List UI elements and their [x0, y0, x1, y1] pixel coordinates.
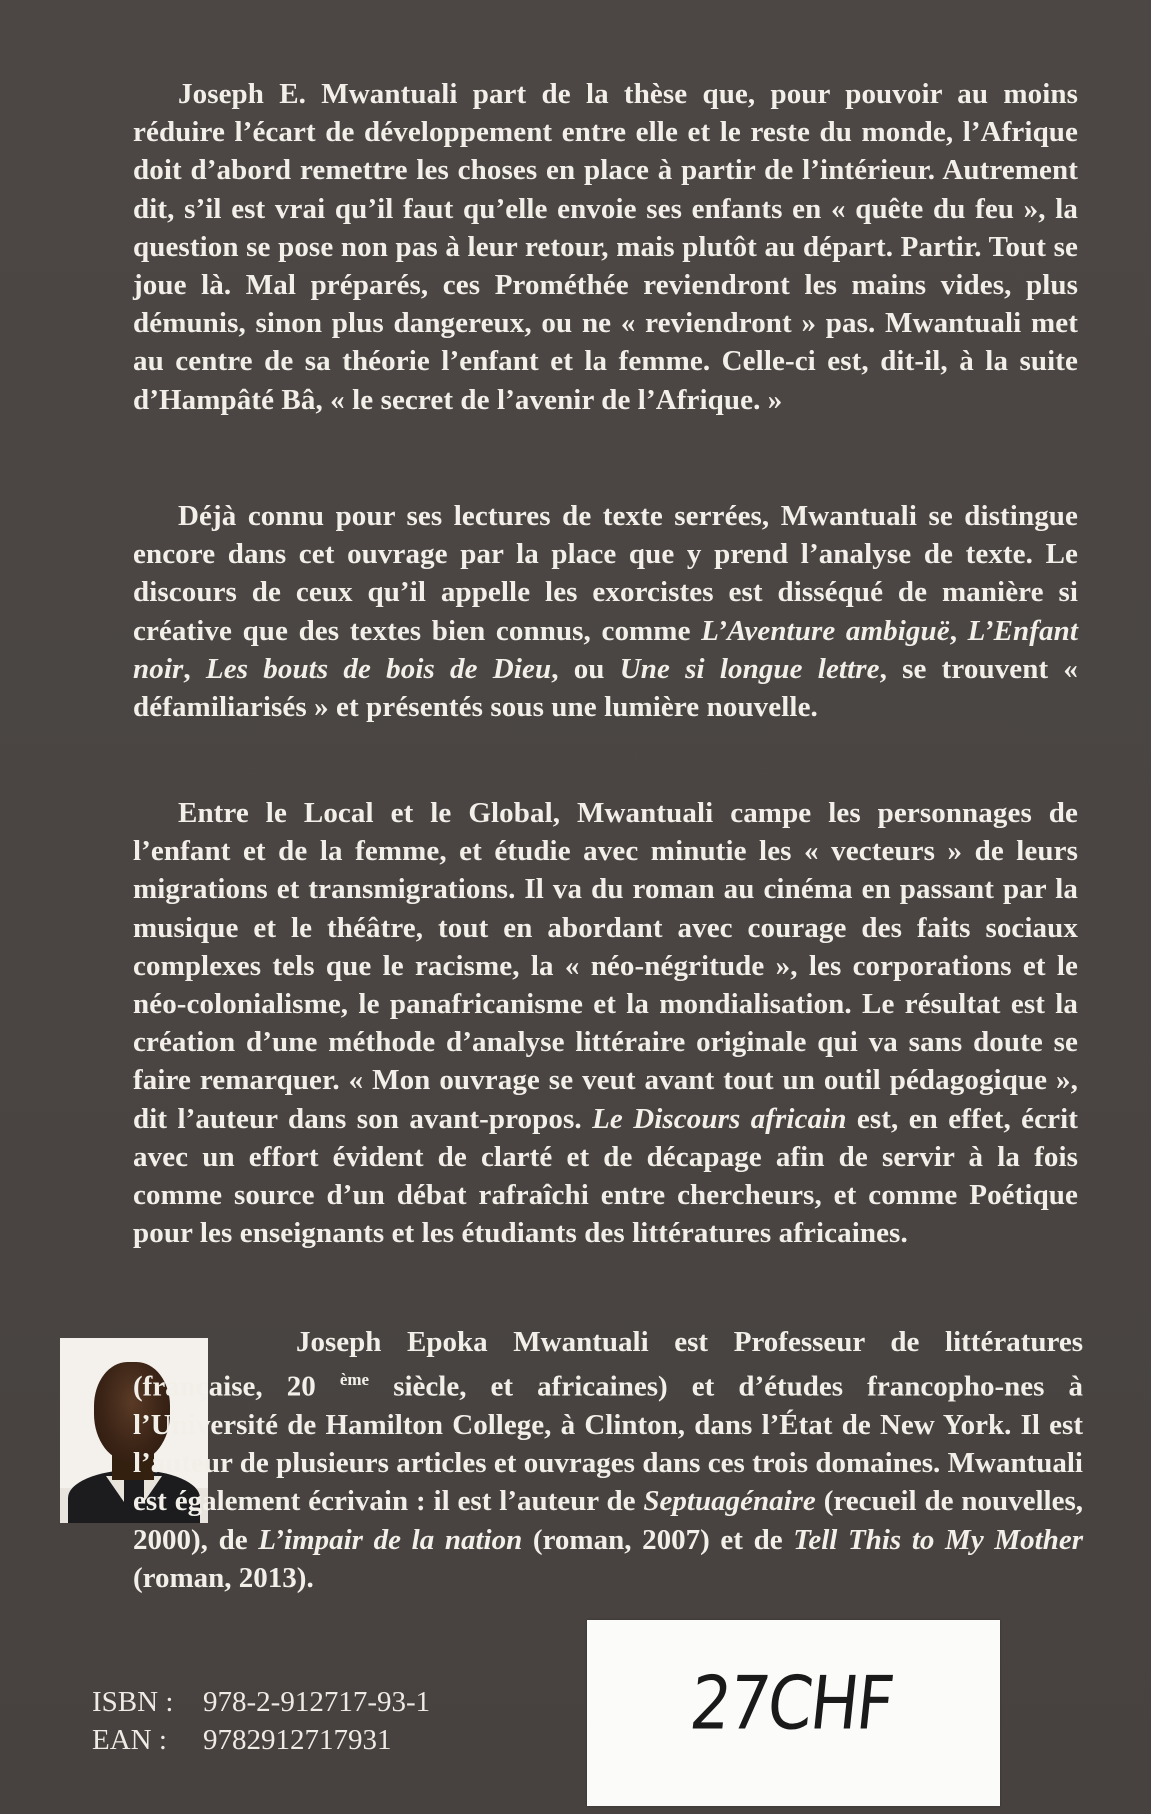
bio-text-e: (roman, 2013).: [133, 1561, 314, 1594]
bio-text-a: Joseph Epoka Mwantuali est Professeur de littératures (française, 20: [133, 1326, 1083, 1403]
title-lenfant-noir: L’Enfant noir: [133, 614, 1079, 685]
paragraph-2-text-d: , ou: [551, 652, 620, 685]
bio-superscript: ème: [339, 1370, 370, 1390]
price-sticker: [587, 1620, 1000, 1806]
ean-value: 9782912717931: [203, 1724, 392, 1756]
bio-text-d: (roman, 2007) et de: [522, 1523, 794, 1556]
title-laventure-ambigue: L’Aventure ambiguë: [701, 614, 950, 647]
price-text: 27CHF: [686, 1662, 897, 1748]
summary-paragraph-3: [133, 794, 1078, 1252]
paragraph-2-text-b: ,: [949, 614, 968, 647]
paragraph-3-text-b: est, en effet, écrit avec un effort évident de clarté et de décapage afin de servir à la fois comme source d’un débat rafraîchi entre chercheurs, et comme Poétique pour les enseignants et les étudiants des littératures africaines.: [133, 1102, 1078, 1250]
isbn-row: [92, 1683, 430, 1721]
ean-label: EAN :: [92, 1724, 167, 1756]
title-les-bouts-de-bois: Les bouts de bois de Dieu: [205, 652, 552, 685]
title-limpair-de-la-nation: L’impair de la nation: [258, 1523, 523, 1556]
isbn-label: ISBN :: [92, 1686, 174, 1718]
ean-row: [92, 1721, 430, 1759]
title-le-discours-africain: Le Discours africain: [592, 1102, 847, 1135]
title-tell-this-to-my-mother: Tell This to My Mother: [793, 1523, 1083, 1556]
title-septuagenaire: Septuagénaire: [643, 1485, 816, 1518]
isbn-value: 978-2-912717-93-1: [203, 1686, 431, 1718]
title-une-si-longue-lettre: Une si longue lettre: [619, 652, 880, 685]
paragraph-2-text-c: ,: [183, 652, 206, 685]
paragraph-3-text-a: Entre le Local et le Global, Mwantuali campe les personnages de l’enfant et de la femme, et étudie avec minutie les « vecteurs » de leurs migrations et transmigrations. Il va du roman au cinéma en passant par la musique et le théâtre, tout en abordant avec courage des faits sociaux complexes tels que le racisme, la « néo-négritude », les corporations et le néo-colonialisme, le panafricanisme et la mondialisation. Le résultat est la création d’une méthode d’analyse littéraire originale qui va sans doute se faire remarquer. « Mon ouvrage se veut avant tout un outil pédagogique », dit l’auteur dans son avant-propos.: [133, 797, 1078, 1135]
summary-paragraph-1: [133, 75, 1078, 419]
bio-text-c: (recueil de nouvelles, 2000), de: [133, 1485, 1083, 1556]
identifiers-block: [92, 1683, 430, 1759]
bio-text-b: siècle, et africaines) et d’études francopho-nes à l’Université de Hamilton College, à Clinton, dans l’État de New York. Il est l’auteur de plusieurs articles et ouvrages dans ces trois domaines. Mwantuali est également écrivain : il est l’auteur de: [133, 1370, 1083, 1518]
paragraph-2-text-e: , se trouvent « défamiliarisés » et présentés sous une lumière nouvelle.: [133, 652, 1079, 724]
summary-paragraph-2: [133, 497, 1078, 726]
author-bio: [133, 1323, 1083, 1597]
paragraph-2-text-a: Déjà connu pour ses lectures de texte serrées, Mwantuali se distingue encore dans cet ouvrage par la place que y prend l’analyse de texte. Le discours de ceux qu’il appelle les exorcistes est disséqué de manière si créative que des textes bien connus, comme: [133, 500, 1078, 647]
paragraph-1-text: Joseph E. Mwantuali part de la thèse que, pour pouvoir au moins réduire l’écart de développement entre elle et le reste du monde, l’Afrique doit d’abord remettre les choses en place à partir de l’intérieur. Autrement dit, s’il est vrai qu’il faut qu’elle envoie ses enfants en « quête du feu », la question se pose non pas à leur retour, mais plutôt au départ. Partir. Tout se joue là. Mal préparés, ces Prométhée reviendront les mains vides, plus démunis, sinon plus dangereux, ou ne « reviendront » pas. Mwantuali met au centre de sa théorie l’enfant et la femme. Celle-ci est, dit-il, à la suite d’Hampâté Bâ, « le secret de l’avenir de l’Afrique. »: [133, 78, 1078, 416]
